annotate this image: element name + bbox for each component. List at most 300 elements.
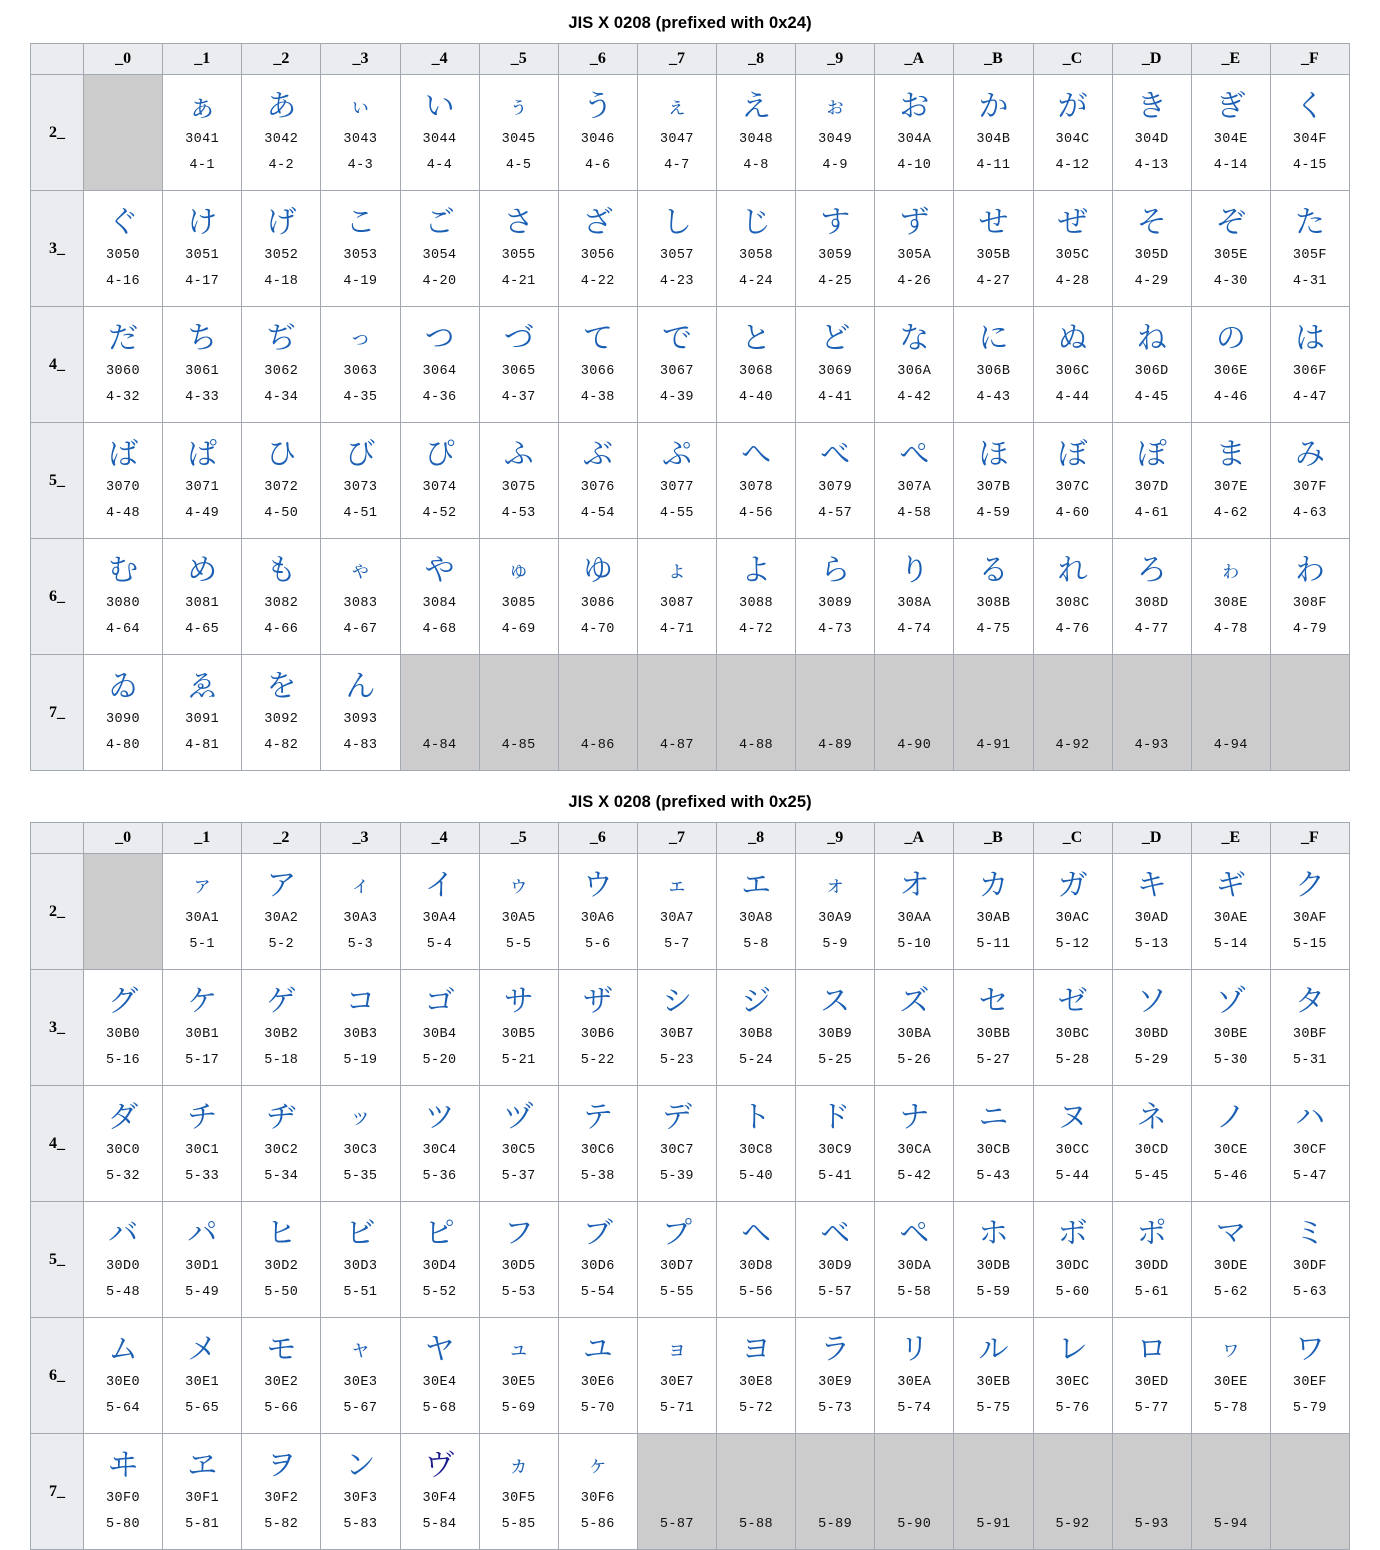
codepoint-cell bbox=[163, 75, 242, 191]
character-glyph: ぶ bbox=[582, 437, 613, 472]
character-glyph: ぱ bbox=[187, 437, 218, 472]
codepoint-cell bbox=[479, 1202, 558, 1318]
character-glyph: ぁ bbox=[187, 89, 218, 124]
unicode-codepoint: 306B bbox=[976, 364, 1011, 379]
codepoint-cell bbox=[875, 1202, 954, 1318]
codepoint-cell bbox=[242, 191, 321, 307]
kuten-index: 5-28 bbox=[1055, 1053, 1090, 1068]
codepoint-cell bbox=[1112, 75, 1191, 191]
kuten-index: 4-89 bbox=[818, 738, 853, 753]
unicode-codepoint: 3060 bbox=[106, 364, 141, 379]
kuten-index: 5-64 bbox=[106, 1401, 141, 1416]
unicode-codepoint: 30E6 bbox=[580, 1375, 615, 1390]
kuten-index: 4-70 bbox=[580, 622, 615, 637]
kuten-index: 4-79 bbox=[1292, 622, 1327, 637]
codepoint-cell bbox=[1270, 1318, 1349, 1434]
kuten-index: 5-15 bbox=[1292, 937, 1327, 952]
kuten-index: 5-68 bbox=[422, 1401, 457, 1416]
unicode-codepoint: 306A bbox=[897, 364, 932, 379]
codepoint-cell bbox=[321, 1202, 400, 1318]
unicode-codepoint: 30F3 bbox=[343, 1491, 378, 1506]
unicode-codepoint: 30EA bbox=[897, 1375, 932, 1390]
kuten-index: 5-21 bbox=[501, 1053, 536, 1068]
unicode-codepoint: 3085 bbox=[501, 596, 536, 611]
codepoint-cell bbox=[400, 1318, 479, 1434]
kuten-index: 4-47 bbox=[1292, 390, 1327, 405]
character-glyph: ぎ bbox=[1215, 89, 1246, 124]
codepoint-cell bbox=[1112, 539, 1191, 655]
codepoint-cell bbox=[242, 539, 321, 655]
unicode-codepoint: 30A6 bbox=[580, 911, 615, 926]
table-row bbox=[31, 1434, 1350, 1550]
character-glyph: ォ bbox=[824, 873, 847, 898]
unicode-codepoint: 3041 bbox=[185, 132, 220, 147]
kuten-index: 5-23 bbox=[659, 1053, 694, 1068]
kuten-index: 4-85 bbox=[501, 738, 536, 753]
codepoint-cell bbox=[84, 1434, 163, 1550]
kuten-index: 4-42 bbox=[897, 390, 932, 405]
unicode-codepoint: 30D3 bbox=[343, 1259, 378, 1274]
codepoint-cell bbox=[479, 970, 558, 1086]
character-glyph: プ bbox=[661, 1216, 692, 1251]
character-glyph: ョ bbox=[665, 1337, 688, 1362]
unicode-codepoint: 30E2 bbox=[264, 1375, 299, 1390]
column-header-_1: _1 bbox=[163, 44, 242, 75]
character-glyph: へ bbox=[741, 437, 772, 472]
unicode-codepoint: 3048 bbox=[739, 132, 774, 147]
character-glyph: つ bbox=[424, 321, 455, 356]
character-glyph: リ bbox=[899, 1332, 930, 1367]
table-corner-cell bbox=[31, 44, 84, 75]
character-glyph: ポ bbox=[1136, 1216, 1167, 1251]
unicode-codepoint: 3062 bbox=[264, 364, 299, 379]
kuten-index: 5-39 bbox=[659, 1169, 694, 1184]
character-glyph: タ bbox=[1294, 984, 1325, 1019]
codepoint-cell bbox=[796, 75, 875, 191]
codepoint-cell bbox=[400, 970, 479, 1086]
codepoint-cell bbox=[637, 970, 716, 1086]
character-glyph: ヲ bbox=[266, 1448, 297, 1483]
character-glyph: キ bbox=[1136, 868, 1167, 903]
codepoint-cell bbox=[400, 539, 479, 655]
codepoint-cell bbox=[875, 75, 954, 191]
column-header-_7: _7 bbox=[637, 823, 716, 854]
kuten-index: 5-84 bbox=[422, 1517, 457, 1532]
kuten-index: 4-61 bbox=[1134, 506, 1169, 521]
character-glyph: ひ bbox=[266, 437, 297, 472]
unicode-codepoint: 30C4 bbox=[422, 1143, 457, 1158]
character-glyph: ガ bbox=[1057, 868, 1088, 903]
kuten-index: 4-91 bbox=[976, 738, 1011, 753]
codepoint-cell bbox=[875, 423, 954, 539]
codepoint-cell bbox=[84, 655, 163, 771]
unicode-codepoint: 308E bbox=[1213, 596, 1248, 611]
codepoint-cell bbox=[875, 191, 954, 307]
character-glyph: ホ bbox=[978, 1216, 1009, 1251]
kuten-index: 5-34 bbox=[264, 1169, 299, 1184]
kuten-index: 5-86 bbox=[580, 1517, 615, 1532]
codepoint-cell bbox=[558, 307, 637, 423]
character-glyph: ト bbox=[741, 1100, 772, 1135]
column-header-_0: _0 bbox=[84, 44, 163, 75]
codepoint-cell bbox=[1033, 191, 1112, 307]
kuten-index: 5-78 bbox=[1213, 1401, 1248, 1416]
unicode-codepoint: 30A4 bbox=[422, 911, 457, 926]
codepoint-cell bbox=[1191, 854, 1270, 970]
unicode-codepoint: 3084 bbox=[422, 596, 457, 611]
kuten-index: 4-78 bbox=[1213, 622, 1248, 637]
codepoint-cell bbox=[242, 1202, 321, 1318]
codepoint-cell bbox=[242, 854, 321, 970]
codepoint-cell bbox=[163, 655, 242, 771]
table-row bbox=[31, 539, 1350, 655]
codepoint-cell bbox=[242, 1434, 321, 1550]
column-header-_E: _E bbox=[1191, 823, 1270, 854]
codepoint-cell bbox=[954, 1318, 1033, 1434]
unicode-codepoint: 3081 bbox=[185, 596, 220, 611]
kuten-index: 5-43 bbox=[976, 1169, 1011, 1184]
kuten-index: 4-3 bbox=[347, 158, 374, 173]
unicode-codepoint: 30CD bbox=[1134, 1143, 1169, 1158]
unicode-codepoint: 30BF bbox=[1292, 1027, 1327, 1042]
character-glyph: ゆ bbox=[582, 553, 613, 588]
unicode-codepoint: 30D9 bbox=[818, 1259, 853, 1274]
codepoint-cell-empty bbox=[796, 655, 875, 771]
kuten-index: 4-21 bbox=[501, 274, 536, 289]
kuten-index: 5-55 bbox=[659, 1285, 694, 1300]
unicode-codepoint: 307F bbox=[1292, 480, 1327, 495]
character-glyph: ス bbox=[820, 984, 851, 1019]
character-glyph: ヤ bbox=[424, 1332, 455, 1367]
kuten-index: 4-32 bbox=[106, 390, 141, 405]
codepoint-cell bbox=[637, 191, 716, 307]
unicode-codepoint: 3067 bbox=[659, 364, 694, 379]
kuten-index: 5-70 bbox=[580, 1401, 615, 1416]
character-glyph: ば bbox=[108, 437, 139, 472]
kuten-index: 4-59 bbox=[976, 506, 1011, 521]
unicode-codepoint: 3068 bbox=[739, 364, 774, 379]
kuten-index: 4-33 bbox=[185, 390, 220, 405]
column-header-_2: _2 bbox=[242, 44, 321, 75]
codepoint-cell bbox=[1270, 854, 1349, 970]
codepoint-cell bbox=[400, 191, 479, 307]
character-glyph: ぞ bbox=[1215, 205, 1246, 240]
character-glyph: ゴ bbox=[424, 984, 455, 1019]
character-glyph: じ bbox=[741, 205, 772, 240]
codepoint-cell bbox=[321, 539, 400, 655]
codepoint-cell bbox=[796, 191, 875, 307]
row-header-7: 7_ bbox=[31, 655, 84, 771]
kuten-index: 5-62 bbox=[1213, 1285, 1248, 1300]
unicode-codepoint: 30E8 bbox=[739, 1375, 774, 1390]
codepoint-cell bbox=[1191, 539, 1270, 655]
unicode-codepoint: 308C bbox=[1055, 596, 1090, 611]
kuten-index: 5-60 bbox=[1055, 1285, 1090, 1300]
character-glyph: ヴ bbox=[424, 1448, 455, 1483]
table-row bbox=[31, 307, 1350, 423]
character-glyph: え bbox=[741, 89, 772, 124]
kuten-index: 5-38 bbox=[580, 1169, 615, 1184]
table-row bbox=[31, 970, 1350, 1086]
codepoint-cell bbox=[1033, 307, 1112, 423]
column-header-_6: _6 bbox=[558, 44, 637, 75]
character-glyph: べ bbox=[820, 437, 851, 472]
kuten-index: 5-36 bbox=[422, 1169, 457, 1184]
unicode-codepoint: 30A5 bbox=[501, 911, 536, 926]
unicode-codepoint: 30DA bbox=[897, 1259, 932, 1274]
codepoint-cell-empty bbox=[637, 655, 716, 771]
codepoint-cell bbox=[558, 423, 637, 539]
kuten-index: 5-26 bbox=[897, 1053, 932, 1068]
character-glyph: を bbox=[266, 669, 297, 704]
character-glyph: ヅ bbox=[503, 1100, 534, 1135]
kuten-index: 5-75 bbox=[976, 1401, 1011, 1416]
character-glyph: パ bbox=[187, 1216, 218, 1251]
unicode-codepoint: 307C bbox=[1055, 480, 1090, 495]
character-glyph: マ bbox=[1215, 1216, 1246, 1251]
kuten-index: 4-14 bbox=[1213, 158, 1248, 173]
codepoint-cell bbox=[242, 1086, 321, 1202]
kuten-index: 4-60 bbox=[1055, 506, 1090, 521]
character-glyph: ケ bbox=[187, 984, 218, 1019]
codepoint-cell bbox=[84, 423, 163, 539]
kuten-index: 5-81 bbox=[185, 1517, 220, 1532]
kuten-index: 4-16 bbox=[106, 274, 141, 289]
codepoint-cell bbox=[1112, 423, 1191, 539]
kuten-index: 5-66 bbox=[264, 1401, 299, 1416]
character-glyph: ィ bbox=[349, 873, 372, 898]
kuten-index: 5-65 bbox=[185, 1401, 220, 1416]
unicode-codepoint: 30C1 bbox=[185, 1143, 220, 1158]
codepoint-cell bbox=[717, 970, 796, 1086]
table-row bbox=[31, 854, 1350, 970]
kuten-index: 5-44 bbox=[1055, 1169, 1090, 1184]
character-glyph: ゃ bbox=[349, 558, 372, 583]
codepoint-cell bbox=[400, 1434, 479, 1550]
character-glyph: ペ bbox=[899, 1216, 930, 1251]
codepoint-cell bbox=[1033, 423, 1112, 539]
codepoint-cell bbox=[875, 539, 954, 655]
codepoint-cell bbox=[321, 423, 400, 539]
codepoint-cell bbox=[558, 970, 637, 1086]
unicode-codepoint: 3058 bbox=[739, 248, 774, 263]
kuten-index: 4-26 bbox=[897, 274, 932, 289]
row-header-5: 5_ bbox=[31, 1202, 84, 1318]
kuten-index: 4-29 bbox=[1134, 274, 1169, 289]
unicode-codepoint: 30D7 bbox=[659, 1259, 694, 1274]
character-glyph: ぉ bbox=[824, 94, 847, 119]
kuten-index: 5-59 bbox=[976, 1285, 1011, 1300]
unicode-codepoint: 3051 bbox=[185, 248, 220, 263]
unicode-codepoint: 304C bbox=[1055, 132, 1090, 147]
codepoint-cell-empty bbox=[84, 75, 163, 191]
character-glyph: ゼ bbox=[1057, 984, 1088, 1019]
kuten-index: 4-63 bbox=[1292, 506, 1327, 521]
row-header-2: 2_ bbox=[31, 75, 84, 191]
unicode-codepoint: 3088 bbox=[739, 596, 774, 611]
unicode-codepoint: 305A bbox=[897, 248, 932, 263]
unicode-codepoint: 30B4 bbox=[422, 1027, 457, 1042]
character-glyph: の bbox=[1215, 321, 1246, 356]
character-glyph: く bbox=[1294, 89, 1325, 124]
unicode-codepoint: 3042 bbox=[264, 132, 299, 147]
character-glyph: そ bbox=[1136, 205, 1167, 240]
unicode-codepoint: 30CB bbox=[976, 1143, 1011, 1158]
unicode-codepoint: 30BE bbox=[1213, 1027, 1248, 1042]
codepoint-cell bbox=[1033, 75, 1112, 191]
character-glyph: ほ bbox=[978, 437, 1009, 472]
row-header-7: 7_ bbox=[31, 1434, 84, 1550]
codepoint-cell bbox=[479, 423, 558, 539]
character-glyph: に bbox=[978, 321, 1009, 356]
codepoint-cell bbox=[796, 1318, 875, 1434]
kuten-index: 4-62 bbox=[1213, 506, 1248, 521]
character-glyph: ノ bbox=[1215, 1100, 1246, 1135]
unicode-codepoint: 3083 bbox=[343, 596, 378, 611]
unicode-codepoint: 30D0 bbox=[106, 1259, 141, 1274]
kuten-index: 4-90 bbox=[897, 738, 932, 753]
row-header-6: 6_ bbox=[31, 539, 84, 655]
character-glyph: ビ bbox=[345, 1216, 376, 1251]
codepoint-cell-empty bbox=[637, 1434, 716, 1550]
character-glyph: た bbox=[1294, 205, 1325, 240]
kuten-index: 5-35 bbox=[343, 1169, 378, 1184]
kuten-index: 4-48 bbox=[106, 506, 141, 521]
unicode-codepoint: 30D4 bbox=[422, 1259, 457, 1274]
unicode-codepoint: 304B bbox=[976, 132, 1011, 147]
unicode-codepoint: 308A bbox=[897, 596, 932, 611]
codepoint-cell bbox=[637, 1202, 716, 1318]
kuten-index: 4-75 bbox=[976, 622, 1011, 637]
kuten-index: 4-69 bbox=[501, 622, 536, 637]
kuten-index: 5-45 bbox=[1134, 1169, 1169, 1184]
character-glyph: ず bbox=[899, 205, 930, 240]
codepoint-cell bbox=[1191, 75, 1270, 191]
unicode-codepoint: 3061 bbox=[185, 364, 220, 379]
unicode-codepoint: 30E3 bbox=[343, 1375, 378, 1390]
unicode-codepoint: 30F1 bbox=[185, 1491, 220, 1506]
character-glyph: ろ bbox=[1136, 553, 1167, 588]
codepoint-cell bbox=[717, 75, 796, 191]
unicode-codepoint: 3071 bbox=[185, 480, 220, 495]
codepage-table bbox=[30, 43, 1350, 771]
character-glyph: ヶ bbox=[586, 1453, 609, 1478]
chart-section bbox=[0, 771, 1380, 1550]
character-glyph: あ bbox=[266, 89, 297, 124]
kuten-index: 5-14 bbox=[1213, 937, 1248, 952]
kuten-index: 4-1 bbox=[189, 158, 215, 173]
codepoint-cell-empty bbox=[1112, 655, 1191, 771]
column-header-_8: _8 bbox=[717, 823, 796, 854]
codepoint-cell bbox=[400, 854, 479, 970]
character-glyph: ウ bbox=[582, 868, 613, 903]
codepoint-cell bbox=[242, 423, 321, 539]
codepoint-cell bbox=[84, 1202, 163, 1318]
kuten-index: 5-5 bbox=[505, 937, 532, 952]
codepoint-cell-empty bbox=[400, 655, 479, 771]
codepoint-cell bbox=[242, 75, 321, 191]
character-glyph: ク bbox=[1294, 868, 1325, 903]
column-header-_8: _8 bbox=[717, 44, 796, 75]
kuten-index: 5-42 bbox=[897, 1169, 932, 1184]
kuten-index: 5-8 bbox=[743, 937, 769, 952]
character-glyph: ゲ bbox=[266, 984, 297, 1019]
kuten-index: 4-20 bbox=[422, 274, 457, 289]
unicode-codepoint: 3059 bbox=[818, 248, 853, 263]
character-glyph: モ bbox=[266, 1332, 297, 1367]
kuten-index: 5-89 bbox=[818, 1517, 853, 1532]
unicode-codepoint: 3064 bbox=[422, 364, 457, 379]
codepoint-cell bbox=[1270, 539, 1349, 655]
character-glyph: ど bbox=[820, 321, 851, 356]
kuten-index: 4-9 bbox=[822, 158, 848, 173]
kuten-index: 5-25 bbox=[818, 1053, 853, 1068]
character-glyph: ズ bbox=[899, 984, 930, 1019]
codepoint-cell bbox=[1270, 307, 1349, 423]
character-glyph: ボ bbox=[1057, 1216, 1088, 1251]
unicode-codepoint: 3070 bbox=[106, 480, 141, 495]
kuten-index: 4-57 bbox=[818, 506, 853, 521]
kuten-index: 5-27 bbox=[976, 1053, 1011, 1068]
unicode-codepoint: 30EC bbox=[1055, 1375, 1090, 1390]
character-glyph: ソ bbox=[1136, 984, 1167, 1019]
unicode-codepoint: 3080 bbox=[106, 596, 141, 611]
unicode-codepoint: 3082 bbox=[264, 596, 299, 611]
column-header-row bbox=[31, 44, 1350, 75]
codepoint-cell bbox=[163, 1318, 242, 1434]
kuten-index: 5-40 bbox=[739, 1169, 774, 1184]
kuten-index: 5-48 bbox=[106, 1285, 141, 1300]
unicode-codepoint: 307E bbox=[1213, 480, 1248, 495]
kuten-index: 4-46 bbox=[1213, 390, 1248, 405]
unicode-codepoint: 30B3 bbox=[343, 1027, 378, 1042]
kuten-index: 4-50 bbox=[264, 506, 299, 521]
kuten-index: 5-29 bbox=[1134, 1053, 1169, 1068]
character-glyph: ネ bbox=[1136, 1100, 1167, 1135]
kuten-index: 5-49 bbox=[185, 1285, 220, 1300]
codepoint-cell bbox=[954, 1202, 1033, 1318]
unicode-codepoint: 3077 bbox=[659, 480, 694, 495]
codepoint-cell bbox=[637, 539, 716, 655]
unicode-codepoint: 30B0 bbox=[106, 1027, 141, 1042]
kuten-index: 4-39 bbox=[659, 390, 694, 405]
kuten-index: 4-2 bbox=[268, 158, 295, 173]
column-header-row bbox=[31, 823, 1350, 854]
codepoint-cell-empty bbox=[1112, 1434, 1191, 1550]
unicode-codepoint: 3065 bbox=[501, 364, 536, 379]
codepoint-cell bbox=[954, 75, 1033, 191]
character-glyph: も bbox=[266, 553, 297, 588]
kuten-index: 5-61 bbox=[1134, 1285, 1169, 1300]
character-glyph: ァ bbox=[191, 873, 214, 898]
column-header-_3: _3 bbox=[321, 44, 400, 75]
unicode-codepoint: 30D8 bbox=[739, 1259, 774, 1274]
codepoint-cell-empty bbox=[1033, 1434, 1112, 1550]
kuten-index: 5-1 bbox=[189, 937, 215, 952]
unicode-codepoint: 30AC bbox=[1055, 911, 1090, 926]
table-row bbox=[31, 423, 1350, 539]
character-glyph: ゅ bbox=[507, 558, 530, 583]
kuten-index: 5-18 bbox=[264, 1053, 299, 1068]
character-glyph: ュ bbox=[507, 1337, 530, 1362]
unicode-codepoint: 30AE bbox=[1213, 911, 1248, 926]
character-glyph: こ bbox=[345, 205, 376, 240]
kuten-index: 5-82 bbox=[264, 1517, 299, 1532]
codepoint-cell bbox=[321, 307, 400, 423]
column-header-_5: _5 bbox=[479, 823, 558, 854]
character-glyph: シ bbox=[661, 984, 692, 1019]
unicode-codepoint: 30AD bbox=[1134, 911, 1169, 926]
